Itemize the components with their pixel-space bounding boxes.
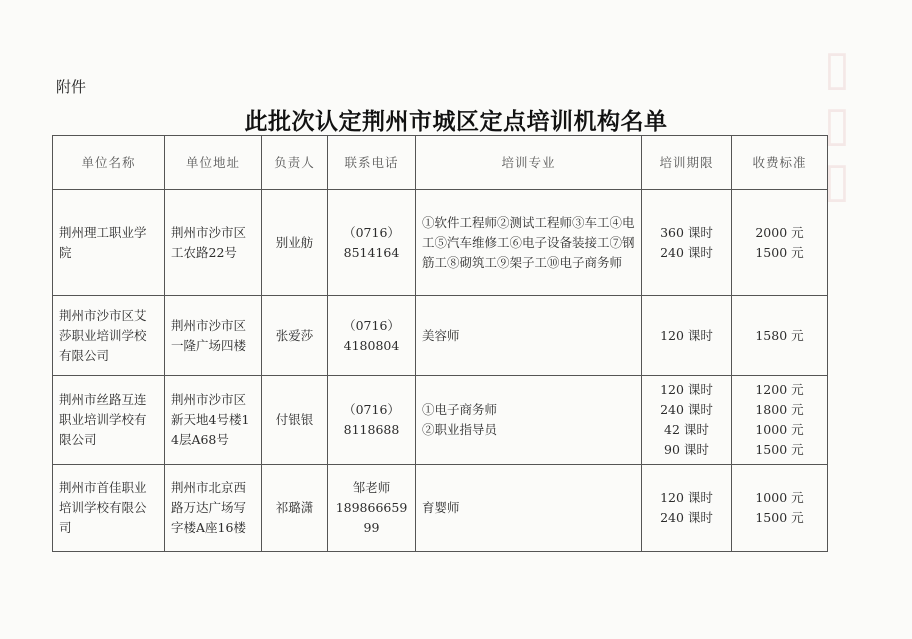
page-title: 此批次认定荆州市城区定点培训机构名单 xyxy=(244,109,668,135)
cell-address: 荆州市沙市区新天地4号楼14层A68号 xyxy=(165,376,262,465)
cell-majors: ①电子商务师 ②职业指导员 xyxy=(416,376,642,465)
cell-unit-name: 荆州市丝路互连职业培训学校有限公司 xyxy=(53,376,165,465)
cell-unit-name: 荆州理工职业学院 xyxy=(53,190,165,296)
cell-phone: 邹老师 18986665999 xyxy=(328,465,416,552)
cell-unit-name: 荆州市沙市区艾莎职业培训学校有限公司 xyxy=(53,296,165,376)
table-header-row xyxy=(53,136,828,190)
cell-duration: 120 课时 xyxy=(642,296,732,376)
cell-majors: ①软件工程师②测试工程师③车工④电工⑤汽车维修工⑥电子设备装接工⑦钢筋工⑧砌筑工⑨架子工⑩电子商务师 xyxy=(416,190,642,296)
cell-fee: 1200 元 1800 元 1000 元 1500 元 xyxy=(732,376,828,465)
cell-duration: 120 课时 240 课时 42 课时 90 课时 xyxy=(642,376,732,465)
header-majors: 培训专业 xyxy=(416,136,642,190)
cell-address: 荆州市沙市区工农路22号 xyxy=(165,190,262,296)
header-duration: 培训期限 xyxy=(642,136,732,190)
cell-phone: （0716） 4180804 xyxy=(328,296,416,376)
cell-contact-person: 付银银 xyxy=(262,376,328,465)
cell-unit-name: 荆州市首佳职业培训学校有限公司 xyxy=(53,465,165,552)
cell-address: 荆州市沙市区一隆广场四楼 xyxy=(165,296,262,376)
header-contact-person: 负责人 xyxy=(262,136,328,190)
table-row xyxy=(53,190,828,296)
header-fee: 收费标准 xyxy=(732,136,828,190)
cell-contact-person: 别业舫 xyxy=(262,190,328,296)
cell-fee: 1580 元 xyxy=(732,296,828,376)
header-address: 单位地址 xyxy=(165,136,262,190)
training-institution-table xyxy=(52,135,828,552)
table-row xyxy=(53,376,828,465)
background-watermark: ▯▯▯ xyxy=(809,40,865,208)
header-phone: 联系电话 xyxy=(328,136,416,190)
cell-address: 荆州市北京西路万达广场写字楼A座16楼 xyxy=(165,465,262,552)
attachment-label: 附件 xyxy=(56,78,87,96)
cell-duration: 360 课时 240 课时 xyxy=(642,190,732,296)
header-unit-name: 单位名称 xyxy=(53,136,165,190)
cell-fee: 2000 元 1500 元 xyxy=(732,190,828,296)
cell-contact-person: 张爱莎 xyxy=(262,296,328,376)
table-row xyxy=(53,296,828,376)
cell-fee: 1000 元 1500 元 xyxy=(732,465,828,552)
cell-phone: （0716） 8514164 xyxy=(328,190,416,296)
cell-phone: （0716） 8118688 xyxy=(328,376,416,465)
cell-contact-person: 祁璐潇 xyxy=(262,465,328,552)
cell-majors: 美容师 xyxy=(416,296,642,376)
cell-duration: 120 课时 240 课时 xyxy=(642,465,732,552)
table-row xyxy=(53,465,828,552)
cell-majors: 育婴师 xyxy=(416,465,642,552)
